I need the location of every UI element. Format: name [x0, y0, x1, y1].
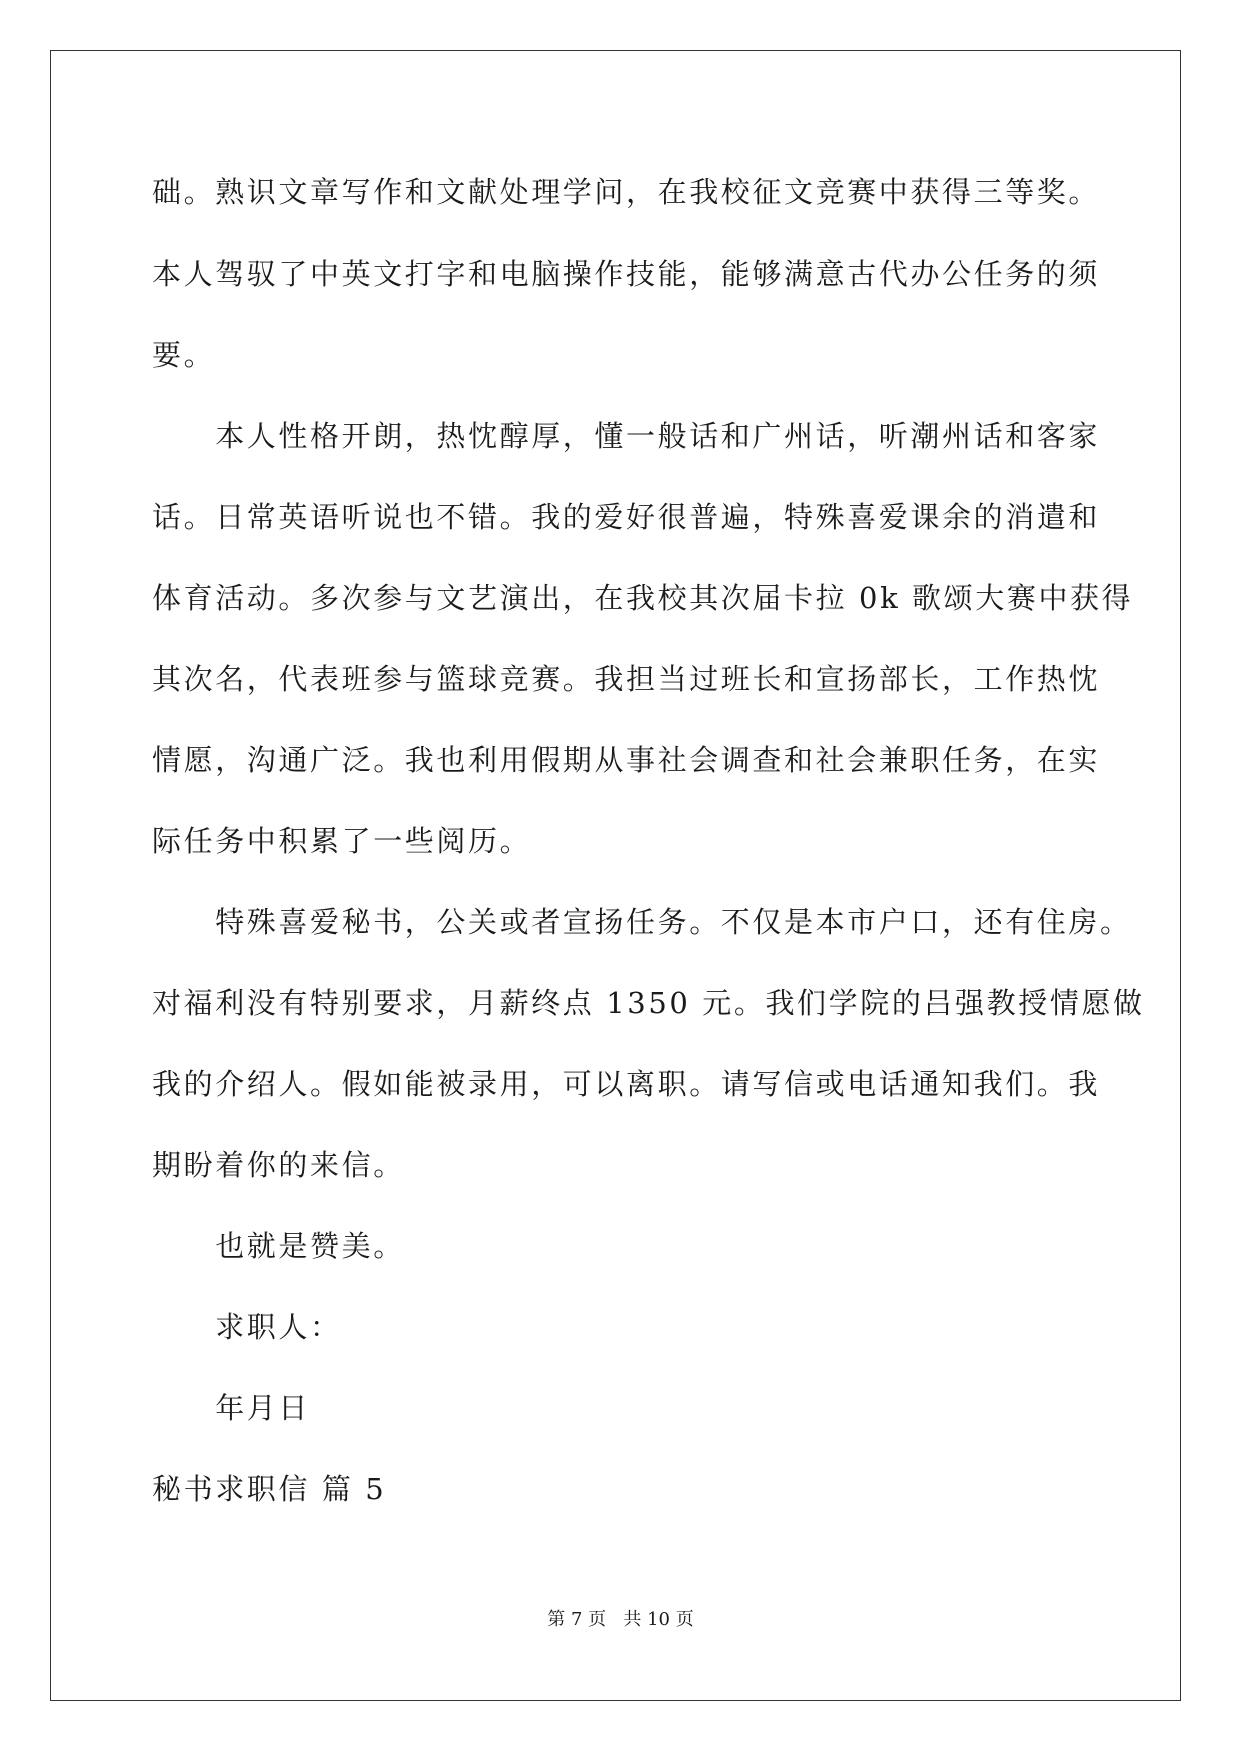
page-border — [50, 50, 1181, 1701]
applicant-signature-line: 求职人： — [152, 1310, 342, 1344]
body-text-line: 情愿，沟通广泛。我也利用假期从事社会调查和社会兼职任务，在实 — [152, 743, 1101, 777]
body-text-line: 际任务中积累了一些阅历。 — [152, 824, 532, 858]
section-heading: 秘书求职信 篇 5 — [152, 1472, 387, 1506]
body-text-line: 期盼着你的来信。 — [152, 1148, 405, 1182]
body-text-line: 本人性格开朗，热忱醇厚，懂一般话和广州话，听潮州话和客家 — [152, 419, 1101, 453]
body-text-line: 我的介绍人。假如能被录用，可以离职。请写信或电话通知我们。我 — [152, 1067, 1101, 1101]
body-text-line: 体育活动。多次参与文艺演出，在我校其次届卡拉 0k 歌颂大赛中获得 — [152, 581, 1134, 615]
date-line: 年月日 — [152, 1391, 311, 1425]
body-text-line: 础。熟识文章写作和文献处理学问，在我校征文竞赛中获得三等奖。 — [152, 175, 1101, 209]
body-text-line: 本人驾驭了中英文打字和电脑操作技能，能够满意古代办公任务的须 — [152, 257, 1101, 291]
body-text-line: 话。日常英语听说也不错。我的爱好很普遍，特殊喜爱课余的消遣和 — [152, 500, 1101, 534]
body-text-line: 其次名，代表班参与篮球竞赛。我担当过班长和宣扬部长，工作热忱 — [152, 662, 1101, 696]
page-number-footer: 第 7 页 共 10 页 — [547, 1609, 694, 1630]
body-text-line: 要。 — [152, 338, 216, 372]
body-text-line: 特殊喜爱秘书，公关或者宣扬任务。不仅是本市户口，还有住房。 — [152, 905, 1132, 939]
body-text-line: 对福利没有特别要求，月薪终点 1350 元。我们学院的吕强教授情愿做 — [152, 986, 1145, 1020]
closing-line: 也就是赞美。 — [152, 1229, 405, 1263]
